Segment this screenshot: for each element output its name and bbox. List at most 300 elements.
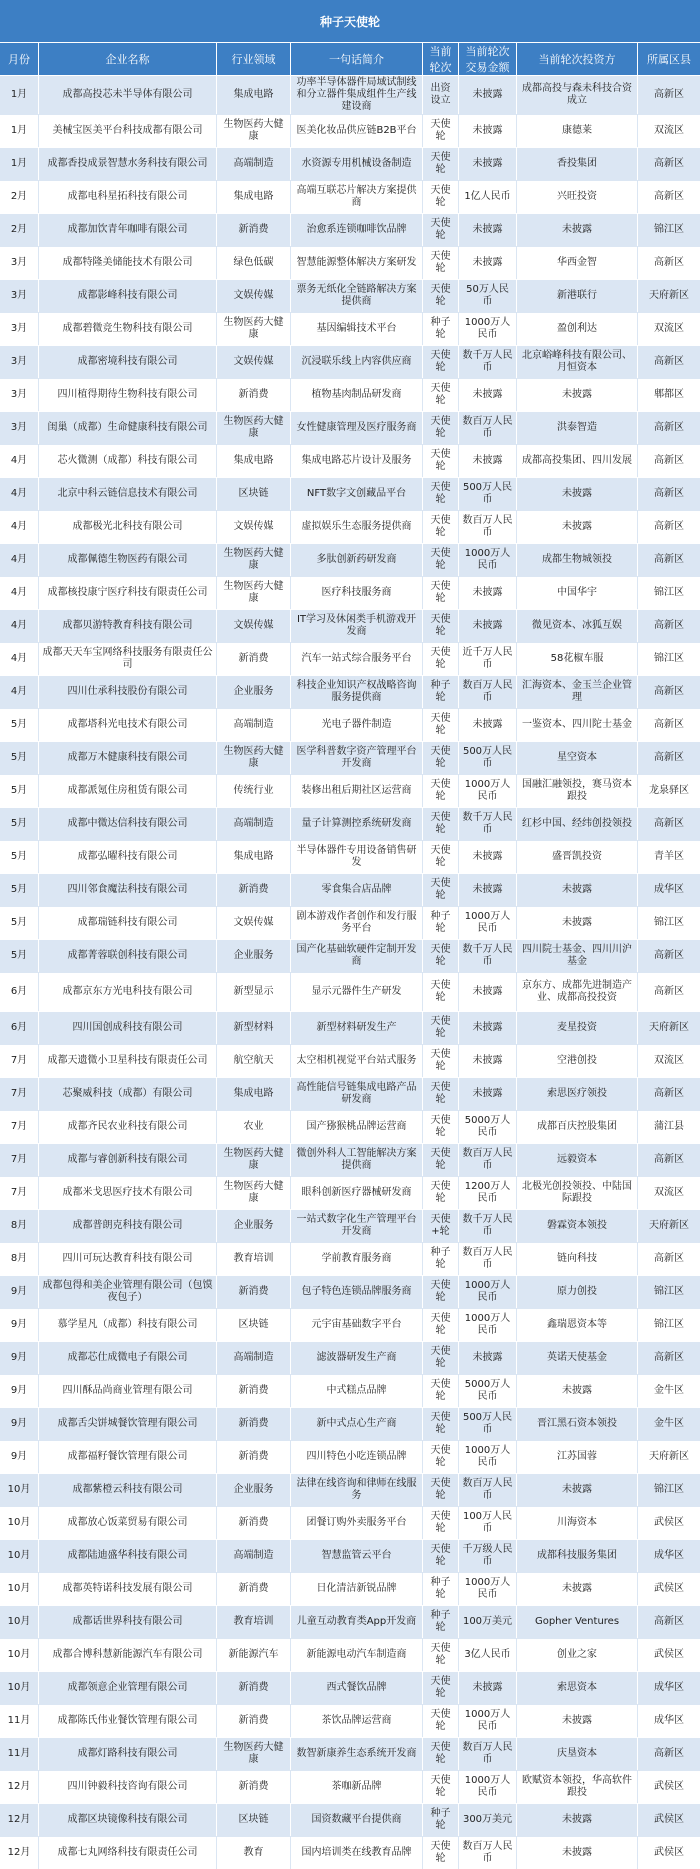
cell-summary: 中式糕点品牌 bbox=[290, 1374, 422, 1407]
table-row bbox=[0, 1407, 700, 1440]
cell-summary: 新能源电动汽车制造商 bbox=[290, 1638, 422, 1671]
cell-company: 成都放心饭菜贸易有限公司 bbox=[38, 1506, 216, 1539]
cell-industry: 文娱传媒 bbox=[216, 906, 290, 939]
cell-summary: 数智新康养生态系统开发商 bbox=[290, 1737, 422, 1770]
cell-summary: 学前教育服务商 bbox=[290, 1242, 422, 1275]
cell-industry: 高端制造 bbox=[216, 1341, 290, 1374]
table-row bbox=[0, 1242, 700, 1275]
cell-round: 天使轮 bbox=[422, 642, 458, 675]
cell-month: 9月 bbox=[0, 1440, 38, 1473]
table-row bbox=[0, 906, 700, 939]
cell-month: 6月 bbox=[0, 1011, 38, 1044]
cell-district: 武侯区 bbox=[637, 1770, 700, 1803]
cell-company: 成都高投芯未半导体有限公司 bbox=[38, 75, 216, 114]
cell-round: 天使轮 bbox=[422, 708, 458, 741]
cell-amount: 数千万人民币 bbox=[458, 1209, 516, 1242]
cell-round: 种子轮 bbox=[422, 1572, 458, 1605]
cell-company: 四川钟毅科技咨询有限公司 bbox=[38, 1770, 216, 1803]
cell-industry: 传统行业 bbox=[216, 774, 290, 807]
cell-summary: 微创外科人工智能解决方案提供商 bbox=[290, 1143, 422, 1176]
cell-round: 天使轮 bbox=[422, 510, 458, 543]
cell-summary: 高性能信号链集成电路产品研发商 bbox=[290, 1077, 422, 1110]
cell-investors: 成都科技服务集团 bbox=[516, 1539, 637, 1572]
cell-amount: 未披露 bbox=[458, 147, 516, 180]
cell-district: 高新区 bbox=[637, 147, 700, 180]
cell-district: 青羊区 bbox=[637, 840, 700, 873]
cell-amount: 1000万人民币 bbox=[458, 1704, 516, 1737]
cell-summary: 票务无纸化全链路解决方案提供商 bbox=[290, 279, 422, 312]
cell-company: 芯火微测（成都）科技有限公司 bbox=[38, 444, 216, 477]
cell-round: 天使轮 bbox=[422, 1044, 458, 1077]
cell-month: 5月 bbox=[0, 774, 38, 807]
cell-amount: 数百万人民币 bbox=[458, 1473, 516, 1506]
table-row bbox=[0, 1110, 700, 1143]
cell-month: 1月 bbox=[0, 75, 38, 114]
cell-round: 天使轮 bbox=[422, 378, 458, 411]
cell-company: 四川可玩达教育科技有限公司 bbox=[38, 1242, 216, 1275]
table-row bbox=[0, 1308, 700, 1341]
cell-investors: 北京峪峰科技有限公司、月恒资本 bbox=[516, 345, 637, 378]
cell-amount: 数百万人民币 bbox=[458, 1836, 516, 1869]
cell-amount: 500万人民币 bbox=[458, 741, 516, 774]
cell-district: 双流区 bbox=[637, 1176, 700, 1209]
cell-month: 4月 bbox=[0, 576, 38, 609]
cell-district: 高新区 bbox=[637, 477, 700, 510]
cell-month: 10月 bbox=[0, 1671, 38, 1704]
cell-round: 天使轮 bbox=[422, 1473, 458, 1506]
cell-month: 12月 bbox=[0, 1803, 38, 1836]
cell-round: 天使轮 bbox=[422, 1539, 458, 1572]
cell-industry: 生物医药大健康 bbox=[216, 1143, 290, 1176]
cell-round: 天使+轮 bbox=[422, 1209, 458, 1242]
cell-amount: 数百万人民币 bbox=[458, 411, 516, 444]
cell-month: 4月 bbox=[0, 642, 38, 675]
cell-round: 天使轮 bbox=[422, 1110, 458, 1143]
cell-summary: 日化清洁新锐品牌 bbox=[290, 1572, 422, 1605]
cell-company: 成都中微达信科技有限公司 bbox=[38, 807, 216, 840]
cell-round: 天使轮 bbox=[422, 1638, 458, 1671]
cell-company: 北京中科云链信息技术有限公司 bbox=[38, 477, 216, 510]
table-row bbox=[0, 1473, 700, 1506]
cell-investors: 一鉴资本、四川陀士基金 bbox=[516, 708, 637, 741]
cell-district: 高新区 bbox=[637, 345, 700, 378]
cell-industry: 高端制造 bbox=[216, 1539, 290, 1572]
cell-company: 成都核投康宁医疗科技有限责任公司 bbox=[38, 576, 216, 609]
table-row bbox=[0, 1044, 700, 1077]
cell-district: 高新区 bbox=[637, 972, 700, 1011]
cell-investors: 四川院士基金、四川川沪基金 bbox=[516, 939, 637, 972]
cell-industry: 文娱传媒 bbox=[216, 279, 290, 312]
cell-investors: 中国华宇 bbox=[516, 576, 637, 609]
cell-district: 成华区 bbox=[637, 1671, 700, 1704]
cell-month: 9月 bbox=[0, 1341, 38, 1374]
cell-company: 成都天天车宝网络科技服务有限责任公司 bbox=[38, 642, 216, 675]
header-investors: 当前轮次投资方 bbox=[516, 42, 637, 75]
cell-industry: 教育培训 bbox=[216, 1242, 290, 1275]
cell-round: 天使轮 bbox=[422, 1407, 458, 1440]
cell-round: 天使轮 bbox=[422, 1011, 458, 1044]
table-row bbox=[0, 1704, 700, 1737]
cell-industry: 集成电路 bbox=[216, 75, 290, 114]
cell-company: 成都电科星拓科技有限公司 bbox=[38, 180, 216, 213]
header-round: 当前轮次 bbox=[422, 42, 458, 75]
cell-round: 天使轮 bbox=[422, 444, 458, 477]
cell-company: 成都佩德生物医药有限公司 bbox=[38, 543, 216, 576]
cell-investors: 成都高投集团、四川发展 bbox=[516, 444, 637, 477]
cell-amount: 未披露 bbox=[458, 609, 516, 642]
cell-district: 蒲江县 bbox=[637, 1110, 700, 1143]
cell-district: 高新区 bbox=[637, 543, 700, 576]
cell-amount: 50万人民币 bbox=[458, 279, 516, 312]
cell-month: 5月 bbox=[0, 906, 38, 939]
cell-company: 四川国创成科技有限公司 bbox=[38, 1011, 216, 1044]
cell-investors: 川海资本 bbox=[516, 1506, 637, 1539]
cell-month: 8月 bbox=[0, 1242, 38, 1275]
cell-district: 武侯区 bbox=[637, 1803, 700, 1836]
cell-month: 9月 bbox=[0, 1275, 38, 1308]
cell-investors: 未披露 bbox=[516, 510, 637, 543]
cell-district: 高新区 bbox=[637, 444, 700, 477]
cell-month: 7月 bbox=[0, 1077, 38, 1110]
header-industry: 行业领域 bbox=[216, 42, 290, 75]
cell-round: 天使轮 bbox=[422, 807, 458, 840]
cell-company: 成都特隆美储能技术有限公司 bbox=[38, 246, 216, 279]
cell-district: 锦江区 bbox=[637, 213, 700, 246]
cell-district: 高新区 bbox=[637, 609, 700, 642]
cell-company: 成都紫橙云科技有限公司 bbox=[38, 1473, 216, 1506]
cell-investors: 未披露 bbox=[516, 1473, 637, 1506]
cell-investors: 未披露 bbox=[516, 1374, 637, 1407]
cell-summary: 新中式点心生产商 bbox=[290, 1407, 422, 1440]
cell-company: 成都陈氏伟业餐饮管理有限公司 bbox=[38, 1704, 216, 1737]
cell-investors: 红杉中国、经纬创投领投 bbox=[516, 807, 637, 840]
cell-summary: 水资源专用机械设备制造 bbox=[290, 147, 422, 180]
cell-industry: 新消费 bbox=[216, 1374, 290, 1407]
cell-company: 四川植得期待生物科技有限公司 bbox=[38, 378, 216, 411]
cell-company: 成都普朗克科技有限公司 bbox=[38, 1209, 216, 1242]
cell-summary: 包子特色连锁品牌服务商 bbox=[290, 1275, 422, 1308]
cell-industry: 集成电路 bbox=[216, 840, 290, 873]
cell-round: 天使轮 bbox=[422, 147, 458, 180]
cell-investors: 链向科技 bbox=[516, 1242, 637, 1275]
cell-month: 10月 bbox=[0, 1473, 38, 1506]
cell-investors: 英诺天使基金 bbox=[516, 1341, 637, 1374]
cell-summary: 多肽创新药研发商 bbox=[290, 543, 422, 576]
cell-company: 成都领意企业管理有限公司 bbox=[38, 1671, 216, 1704]
cell-month: 5月 bbox=[0, 807, 38, 840]
cell-investors: 星空资本 bbox=[516, 741, 637, 774]
cell-district: 双流区 bbox=[637, 114, 700, 147]
cell-amount: 未披露 bbox=[458, 972, 516, 1011]
cell-summary: NFT数字文创藏品平台 bbox=[290, 477, 422, 510]
cell-round: 天使轮 bbox=[422, 609, 458, 642]
cell-industry: 区块链 bbox=[216, 477, 290, 510]
cell-company: 成都极光北科技有限公司 bbox=[38, 510, 216, 543]
table-row bbox=[0, 1572, 700, 1605]
cell-industry: 新消费 bbox=[216, 1770, 290, 1803]
table-row bbox=[0, 477, 700, 510]
cell-summary: 装修出租后期社区运营商 bbox=[290, 774, 422, 807]
cell-company: 成都灯路科技有限公司 bbox=[38, 1737, 216, 1770]
cell-company: 成都七丸网络科技有限责任公司 bbox=[38, 1836, 216, 1869]
cell-summary: 量子计算测控系统研发商 bbox=[290, 807, 422, 840]
cell-month: 3月 bbox=[0, 246, 38, 279]
cell-round: 天使轮 bbox=[422, 1737, 458, 1770]
cell-company: 成都京东方光电科技有限公司 bbox=[38, 972, 216, 1011]
cell-company: 成都瑞链科技有限公司 bbox=[38, 906, 216, 939]
cell-month: 3月 bbox=[0, 411, 38, 444]
cell-summary: 西式餐饮品牌 bbox=[290, 1671, 422, 1704]
cell-investors: 鑫瑞恩资本等 bbox=[516, 1308, 637, 1341]
cell-round: 天使轮 bbox=[422, 873, 458, 906]
cell-summary: 智慧能源整体解决方案研发 bbox=[290, 246, 422, 279]
cell-industry: 航空航天 bbox=[216, 1044, 290, 1077]
cell-industry: 教育 bbox=[216, 1836, 290, 1869]
cell-district: 锦江区 bbox=[637, 1473, 700, 1506]
cell-industry: 高端制造 bbox=[216, 147, 290, 180]
cell-industry: 企业服务 bbox=[216, 1209, 290, 1242]
cell-industry: 企业服务 bbox=[216, 675, 290, 708]
cell-amount: 300万美元 bbox=[458, 1803, 516, 1836]
cell-company: 成都区块镜像科技有限公司 bbox=[38, 1803, 216, 1836]
cell-district: 锦江区 bbox=[637, 906, 700, 939]
cell-industry: 高端制造 bbox=[216, 708, 290, 741]
cell-summary: 零食集合店品牌 bbox=[290, 873, 422, 906]
cell-district: 高新区 bbox=[637, 741, 700, 774]
cell-industry: 文娱传媒 bbox=[216, 510, 290, 543]
cell-round: 天使轮 bbox=[422, 576, 458, 609]
cell-industry: 集成电路 bbox=[216, 444, 290, 477]
cell-industry: 新消费 bbox=[216, 1440, 290, 1473]
cell-investors: 58花椒车服 bbox=[516, 642, 637, 675]
cell-round: 天使轮 bbox=[422, 1308, 458, 1341]
cell-district: 锦江区 bbox=[637, 576, 700, 609]
cell-amount: 数百万人民币 bbox=[458, 1242, 516, 1275]
cell-amount: 1200万人民币 bbox=[458, 1176, 516, 1209]
cell-investors: 索思资本 bbox=[516, 1671, 637, 1704]
cell-investors: 未披露 bbox=[516, 477, 637, 510]
cell-summary: 植物基肉制品研发商 bbox=[290, 378, 422, 411]
cell-amount: 未披露 bbox=[458, 213, 516, 246]
cell-district: 锦江区 bbox=[637, 642, 700, 675]
table-row bbox=[0, 444, 700, 477]
cell-amount: 未披露 bbox=[458, 444, 516, 477]
cell-round: 出资设立 bbox=[422, 75, 458, 114]
cell-company: 美械宝医美平台科技成都有限公司 bbox=[38, 114, 216, 147]
cell-month: 4月 bbox=[0, 543, 38, 576]
cell-industry: 新消费 bbox=[216, 1407, 290, 1440]
cell-amount: 数千万人民币 bbox=[458, 345, 516, 378]
cell-round: 种子轮 bbox=[422, 1605, 458, 1638]
cell-amount: 1000万人民币 bbox=[458, 312, 516, 345]
cell-month: 5月 bbox=[0, 840, 38, 873]
cell-summary: 剧本游戏作者创作和发行服务平台 bbox=[290, 906, 422, 939]
cell-investors: 未披露 bbox=[516, 213, 637, 246]
cell-summary: 虚拟娱乐生态服务提供商 bbox=[290, 510, 422, 543]
table-row bbox=[0, 510, 700, 543]
cell-company: 成都陆迪盛华科技有限公司 bbox=[38, 1539, 216, 1572]
cell-industry: 绿色低碳 bbox=[216, 246, 290, 279]
table-row bbox=[0, 246, 700, 279]
table-row bbox=[0, 147, 700, 180]
table-row bbox=[0, 1011, 700, 1044]
cell-district: 高新区 bbox=[637, 180, 700, 213]
cell-investors: 成都生物城领投 bbox=[516, 543, 637, 576]
header-amount: 当前轮次交易金额 bbox=[458, 42, 516, 75]
cell-industry: 文娱传媒 bbox=[216, 345, 290, 378]
cell-company: 成都与睿创新科技有限公司 bbox=[38, 1143, 216, 1176]
cell-investors: 原力创投 bbox=[516, 1275, 637, 1308]
cell-industry: 新消费 bbox=[216, 1275, 290, 1308]
table-row bbox=[0, 807, 700, 840]
cell-month: 3月 bbox=[0, 279, 38, 312]
cell-district: 高新区 bbox=[637, 246, 700, 279]
cell-investors: 江苏国蓉 bbox=[516, 1440, 637, 1473]
cell-investors: 未披露 bbox=[516, 1803, 637, 1836]
cell-amount: 未披露 bbox=[458, 1044, 516, 1077]
cell-month: 11月 bbox=[0, 1737, 38, 1770]
cell-month: 12月 bbox=[0, 1770, 38, 1803]
cell-company: 成都万木健康科技有限公司 bbox=[38, 741, 216, 774]
cell-district: 高新区 bbox=[637, 1605, 700, 1638]
table-row bbox=[0, 1605, 700, 1638]
cell-summary: 汽车一站式综合服务平台 bbox=[290, 642, 422, 675]
cell-company: 成都舌尖饼城餐饮管理有限公司 bbox=[38, 1407, 216, 1440]
cell-investors: 未披露 bbox=[516, 1836, 637, 1869]
cell-month: 5月 bbox=[0, 873, 38, 906]
cell-district: 金牛区 bbox=[637, 1374, 700, 1407]
table-row bbox=[0, 1803, 700, 1836]
cell-company: 成都弘曜科技有限公司 bbox=[38, 840, 216, 873]
cell-district: 武侯区 bbox=[637, 1506, 700, 1539]
cell-summary: 茶咖新品牌 bbox=[290, 1770, 422, 1803]
cell-month: 9月 bbox=[0, 1374, 38, 1407]
cell-company: 四川酥品尚商业管理有限公司 bbox=[38, 1374, 216, 1407]
table-row bbox=[0, 1143, 700, 1176]
cell-round: 天使轮 bbox=[422, 1341, 458, 1374]
cell-amount: 未披露 bbox=[458, 873, 516, 906]
cell-summary: 半导体器件专用设备销售研发 bbox=[290, 840, 422, 873]
cell-summary: 医疗科技服务商 bbox=[290, 576, 422, 609]
cell-district: 高新区 bbox=[637, 510, 700, 543]
cell-company: 成都菁蓉联创科技有限公司 bbox=[38, 939, 216, 972]
cell-industry: 新消费 bbox=[216, 378, 290, 411]
cell-month: 2月 bbox=[0, 213, 38, 246]
cell-round: 天使轮 bbox=[422, 213, 458, 246]
cell-investors: 洪泰智造 bbox=[516, 411, 637, 444]
cell-round: 天使轮 bbox=[422, 114, 458, 147]
cell-round: 天使轮 bbox=[422, 774, 458, 807]
table-row bbox=[0, 75, 700, 114]
cell-month: 9月 bbox=[0, 1308, 38, 1341]
cell-round: 天使轮 bbox=[422, 1440, 458, 1473]
cell-amount: 未披露 bbox=[458, 114, 516, 147]
header-row bbox=[0, 42, 700, 75]
cell-month: 11月 bbox=[0, 1704, 38, 1737]
cell-investors: 兴旺投资 bbox=[516, 180, 637, 213]
cell-investors: 新港联行 bbox=[516, 279, 637, 312]
cell-amount: 5000万人民币 bbox=[458, 1374, 516, 1407]
cell-company: 成都贝游特教育科技有限公司 bbox=[38, 609, 216, 642]
cell-summary: 团餐订购外卖服务平台 bbox=[290, 1506, 422, 1539]
cell-amount: 1000万人民币 bbox=[458, 543, 516, 576]
cell-amount: 1000万人民币 bbox=[458, 1275, 516, 1308]
cell-round: 天使轮 bbox=[422, 477, 458, 510]
cell-industry: 文娱传媒 bbox=[216, 609, 290, 642]
cell-industry: 集成电路 bbox=[216, 1077, 290, 1110]
cell-district: 天府新区 bbox=[637, 279, 700, 312]
cell-amount: 1000万人民币 bbox=[458, 1308, 516, 1341]
header-summary: 一句话简介 bbox=[290, 42, 422, 75]
table-row bbox=[0, 345, 700, 378]
cell-summary: 眼科创新医疗器械研发商 bbox=[290, 1176, 422, 1209]
cell-round: 天使轮 bbox=[422, 345, 458, 378]
cell-amount: 未披露 bbox=[458, 246, 516, 279]
table-row bbox=[0, 873, 700, 906]
cell-month: 10月 bbox=[0, 1539, 38, 1572]
header-month: 月份 bbox=[0, 42, 38, 75]
cell-investors: 未披露 bbox=[516, 873, 637, 906]
cell-round: 种子轮 bbox=[422, 312, 458, 345]
cell-summary: 光电子器件制造 bbox=[290, 708, 422, 741]
cell-industry: 新消费 bbox=[216, 1671, 290, 1704]
cell-summary: 集成电路芯片设计及服务 bbox=[290, 444, 422, 477]
table-row bbox=[0, 708, 700, 741]
cell-round: 天使轮 bbox=[422, 972, 458, 1011]
cell-industry: 新型材料 bbox=[216, 1011, 290, 1044]
cell-month: 5月 bbox=[0, 741, 38, 774]
cell-amount: 1000万人民币 bbox=[458, 1770, 516, 1803]
cell-industry: 高端制造 bbox=[216, 807, 290, 840]
cell-industry: 新能源汽车 bbox=[216, 1638, 290, 1671]
cell-investors: 成都百庆控股集团 bbox=[516, 1110, 637, 1143]
cell-round: 天使轮 bbox=[422, 741, 458, 774]
table-row bbox=[0, 1770, 700, 1803]
cell-month: 7月 bbox=[0, 1044, 38, 1077]
cell-company: 四川邻食魔法科技有限公司 bbox=[38, 873, 216, 906]
cell-amount: 3亿人民币 bbox=[458, 1638, 516, 1671]
cell-month: 10月 bbox=[0, 1638, 38, 1671]
cell-company: 芯聚威科技（成都）有限公司 bbox=[38, 1077, 216, 1110]
table-row bbox=[0, 939, 700, 972]
cell-company: 成都香投成景智慧水务科技有限公司 bbox=[38, 147, 216, 180]
cell-month: 1月 bbox=[0, 114, 38, 147]
cell-investors: Gopher Ventures bbox=[516, 1605, 637, 1638]
cell-company: 成都福籽餐饮管理有限公司 bbox=[38, 1440, 216, 1473]
table-row bbox=[0, 642, 700, 675]
cell-industry: 生物医药大健康 bbox=[216, 543, 290, 576]
cell-district: 郫都区 bbox=[637, 378, 700, 411]
cell-district: 双流区 bbox=[637, 312, 700, 345]
cell-month: 5月 bbox=[0, 939, 38, 972]
cell-district: 成华区 bbox=[637, 1704, 700, 1737]
cell-month: 12月 bbox=[0, 1836, 38, 1869]
cell-month: 10月 bbox=[0, 1506, 38, 1539]
cell-district: 高新区 bbox=[637, 1143, 700, 1176]
cell-summary: 法律在线咨询和律师在线服务 bbox=[290, 1473, 422, 1506]
cell-district: 成华区 bbox=[637, 1539, 700, 1572]
cell-district: 高新区 bbox=[637, 939, 700, 972]
cell-amount: 未披露 bbox=[458, 840, 516, 873]
cell-round: 天使轮 bbox=[422, 1374, 458, 1407]
cell-summary: 女性健康管理及医疗服务商 bbox=[290, 411, 422, 444]
cell-investors: 庆垦资本 bbox=[516, 1737, 637, 1770]
cell-amount: 未披露 bbox=[458, 1011, 516, 1044]
cell-district: 武侯区 bbox=[637, 1638, 700, 1671]
table-row bbox=[0, 1209, 700, 1242]
cell-summary: 国产化基础软硬件定制开发商 bbox=[290, 939, 422, 972]
cell-summary: 功率半导体器件局域试制线和分立器件集成组件生产线建设商 bbox=[290, 75, 422, 114]
